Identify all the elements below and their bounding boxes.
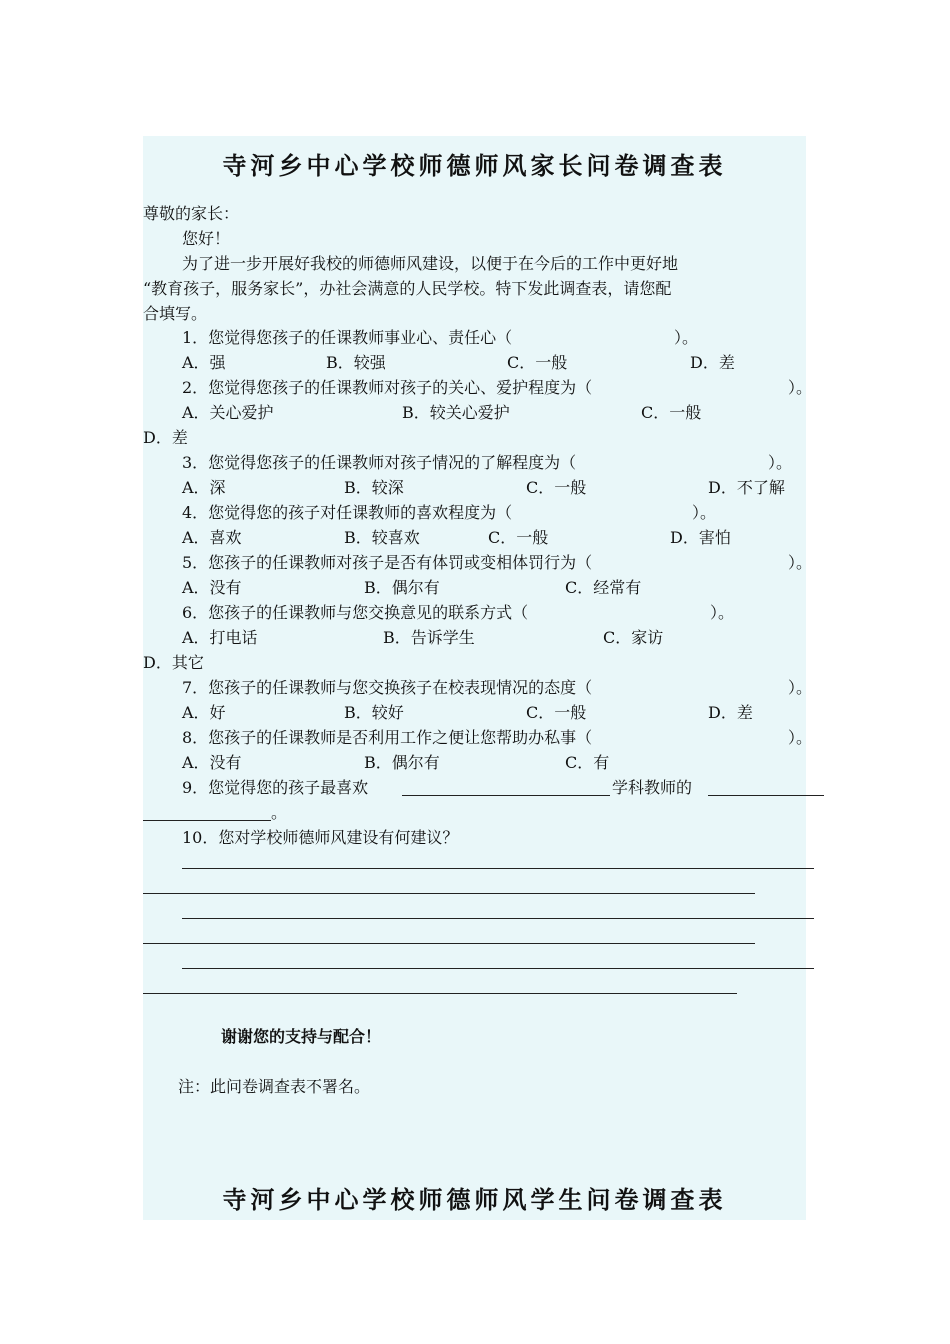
q4-option-b[interactable]: B．较喜欢 <box>344 528 420 547</box>
q4-option-c[interactable]: C．一般 <box>488 528 549 547</box>
question-7-end: ）。 <box>788 678 813 697</box>
q6-option-a[interactable]: A．打电话 <box>182 628 258 647</box>
question-2-end: ）。 <box>788 378 813 397</box>
q3-option-d[interactable]: D．不了解 <box>708 478 785 497</box>
question-text: 1．您觉得您孩子的任课教师事业心、责任心（ <box>182 328 513 347</box>
question-10: 10．您对学校师德师风建设有何建议？ <box>182 828 459 847</box>
q5-option-a[interactable]: A．没有 <box>182 578 242 597</box>
q5-option-c[interactable]: C．经常有 <box>565 578 642 597</box>
anonymous-note: 注：此问卷调查表不署名。 <box>178 1077 371 1096</box>
suggestion-line[interactable] <box>143 893 755 894</box>
question-1-end: ）。 <box>674 328 699 347</box>
question-3-end: ）。 <box>768 453 793 472</box>
q7-option-c[interactable]: C．一般 <box>526 703 587 722</box>
q8-option-b[interactable]: B．偶尔有 <box>364 753 440 772</box>
intro-line-2: “教育孩子，服务家长”，办社会满意的人民学校。特下发此调查表，请您配 <box>143 279 672 298</box>
q4-option-d[interactable]: D．害怕 <box>670 528 731 547</box>
intro-line-1: 为了进一步开展好我校的师德师风建设，以便于在今后的工作中更好地 <box>182 254 679 273</box>
q2-option-a[interactable]: A．关心爱护 <box>182 403 274 422</box>
question-8: 8．您孩子的任课教师是否利用工作之便让您帮助办私事（ <box>182 728 593 747</box>
student-survey-title: 寺河乡中心学校师德师风学生问卷调查表 <box>222 1185 727 1214</box>
suggestion-line[interactable] <box>182 968 814 969</box>
thanks-text: 谢谢您的支持与配合！ <box>221 1027 382 1046</box>
question-6: 6．您孩子的任课教师与您交换意见的联系方式（ <box>182 603 529 622</box>
q3-option-b[interactable]: B．较深 <box>344 478 404 497</box>
suggestion-line[interactable] <box>182 918 814 919</box>
question-4: 4．您觉得您的孩子对任课教师的喜欢程度为（ <box>182 503 513 522</box>
q6-option-c[interactable]: C．家访 <box>603 628 664 647</box>
q3-option-a[interactable]: A．深 <box>182 478 226 497</box>
q1-option-c[interactable]: C．一般 <box>507 353 568 372</box>
q5-option-b[interactable]: B．偶尔有 <box>364 578 440 597</box>
intro-line-3: 合填写。 <box>143 304 208 323</box>
question-2: 2．您觉得您孩子的任课教师对孩子的关心、爱护程度为（ <box>182 378 593 397</box>
question-7: 7．您孩子的任课教师与您交换孩子在校表现情况的态度（ <box>182 678 593 697</box>
question-5-end: ）。 <box>788 553 813 572</box>
question-4-end: ）。 <box>692 503 717 522</box>
question-6-end: ）。 <box>710 603 735 622</box>
q8-option-a[interactable]: A．没有 <box>182 753 242 772</box>
q1-option-d[interactable]: D．差 <box>690 353 735 372</box>
q1-option-b[interactable]: B．较强 <box>326 353 386 372</box>
q6-option-b[interactable]: B．告诉学生 <box>383 628 475 647</box>
q7-option-b[interactable]: B．较好 <box>344 703 404 722</box>
question-1 <box>182 328 512 348</box>
salutation: 尊敬的家长： <box>143 204 240 223</box>
suggestion-line[interactable] <box>143 993 737 994</box>
parent-survey-title: 寺河乡中心学校师德师风家长问卷调查表 <box>222 151 727 180</box>
q8-option-c[interactable]: C．有 <box>565 753 610 772</box>
q3-option-c[interactable]: C．一般 <box>526 478 587 497</box>
question-8-end: ）。 <box>788 728 813 747</box>
suggestion-line[interactable] <box>182 868 814 869</box>
q4-option-a[interactable]: A．喜欢 <box>182 528 242 547</box>
q2-option-c[interactable]: C．一般 <box>641 403 702 422</box>
q7-option-a[interactable]: A．好 <box>182 703 226 722</box>
q9-teacher-blank-cont[interactable] <box>143 820 271 821</box>
question-9-mid: 学科教师的 <box>612 778 693 797</box>
greeting: 您好！ <box>182 229 231 248</box>
q6-option-d[interactable]: D．其它 <box>143 653 204 672</box>
q9-subject-blank[interactable] <box>402 795 610 796</box>
question-9: 9．您觉得您的孩子最喜欢 <box>182 778 369 797</box>
question-9-end: 。 <box>271 803 288 822</box>
q7-option-d[interactable]: D．差 <box>708 703 753 722</box>
question-3: 3．您觉得您孩子的任课教师对孩子情况的了解程度为（ <box>182 453 577 472</box>
question-5: 5．您孩子的任课教师对孩子是否有体罚或变相体罚行为（ <box>182 553 593 572</box>
q2-option-d[interactable]: D．差 <box>143 428 188 447</box>
q2-option-b[interactable]: B．较关心爱护 <box>402 403 510 422</box>
q9-teacher-blank[interactable] <box>708 795 824 796</box>
suggestion-line[interactable] <box>143 943 755 944</box>
q1-option-a[interactable]: A．强 <box>182 353 226 372</box>
